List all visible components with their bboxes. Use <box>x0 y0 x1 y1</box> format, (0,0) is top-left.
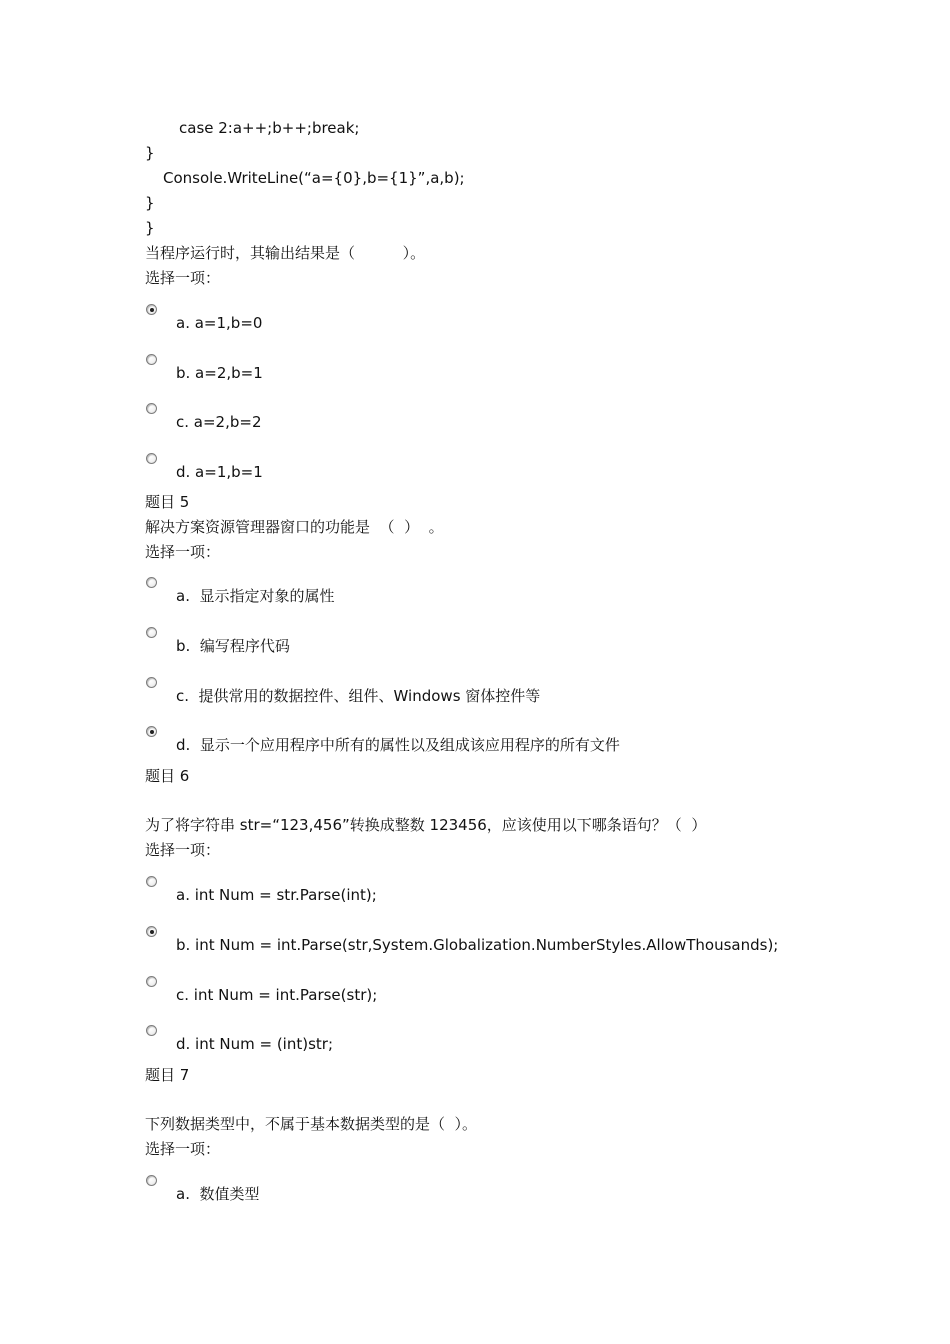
radio-button[interactable] <box>146 304 157 315</box>
question-text: 为了将字符串 str=“123,456”转换成整数 123456，应该使用以下哪条语句？（ ） <box>145 816 707 834</box>
option-label[interactable]: a. a=1,b=0 <box>176 314 263 332</box>
radio-button[interactable] <box>146 577 157 588</box>
question-title: 题目 6 <box>145 767 190 785</box>
option-label[interactable]: a. int Num = str.Parse(int); <box>176 886 377 904</box>
option-label[interactable]: a. 显示指定对象的属性 <box>176 587 335 605</box>
question-title: 题目 7 <box>145 1066 190 1084</box>
option-label[interactable]: d. 显示一个应用程序中所有的属性以及组成该应用程序的所有文件 <box>176 736 620 754</box>
code-line: Console.WriteLine(“a={0},b={1}”,a,b); <box>163 169 465 187</box>
option-label[interactable]: b. int Num = int.Parse(str,System.Globalization.NumberStyles.AllowThousands); <box>176 936 779 954</box>
radio-button[interactable] <box>146 976 157 987</box>
option-label[interactable]: d. int Num = (int)str; <box>176 1035 334 1053</box>
radio-button[interactable] <box>146 876 157 887</box>
radio-button[interactable] <box>146 627 157 638</box>
question-text: 解决方案资源管理器窗口的功能是 （ ） 。 <box>145 518 444 536</box>
option-label[interactable]: c. 提供常用的数据控件、组件、Windows 窗体控件等 <box>176 687 541 705</box>
code-line: } <box>145 194 155 212</box>
radio-button[interactable] <box>146 1025 157 1036</box>
option-label[interactable]: c. a=2,b=2 <box>176 413 262 431</box>
question-text: 当程序运行时，其输出结果是（ ）。 <box>145 244 426 262</box>
radio-button[interactable] <box>146 677 157 688</box>
option-label[interactable]: b. a=2,b=1 <box>176 364 263 382</box>
radio-button[interactable] <box>146 726 157 737</box>
choose-one-prompt: 选择一项： <box>145 841 221 859</box>
option-label[interactable]: a. 数值类型 <box>176 1185 260 1203</box>
code-line: } <box>145 144 155 162</box>
option-label[interactable]: d. a=1,b=1 <box>176 463 263 481</box>
radio-button[interactable] <box>146 354 157 365</box>
question-text: 下列数据类型中，不属于基本数据类型的是（ ）。 <box>145 1115 478 1133</box>
option-label[interactable]: b. 编写程序代码 <box>176 637 290 655</box>
option-label[interactable]: c. int Num = int.Parse(str); <box>176 986 378 1004</box>
question-title: 题目 5 <box>145 493 190 511</box>
code-line: case 2:a++;b++;break; <box>179 119 360 137</box>
radio-button[interactable] <box>146 403 157 414</box>
choose-one-prompt: 选择一项： <box>145 1140 221 1158</box>
choose-one-prompt: 选择一项： <box>145 543 221 561</box>
radio-button[interactable] <box>146 453 157 464</box>
choose-one-prompt: 选择一项： <box>145 269 221 287</box>
radio-button[interactable] <box>146 926 157 937</box>
code-line: } <box>145 219 155 237</box>
radio-button[interactable] <box>146 1175 157 1186</box>
